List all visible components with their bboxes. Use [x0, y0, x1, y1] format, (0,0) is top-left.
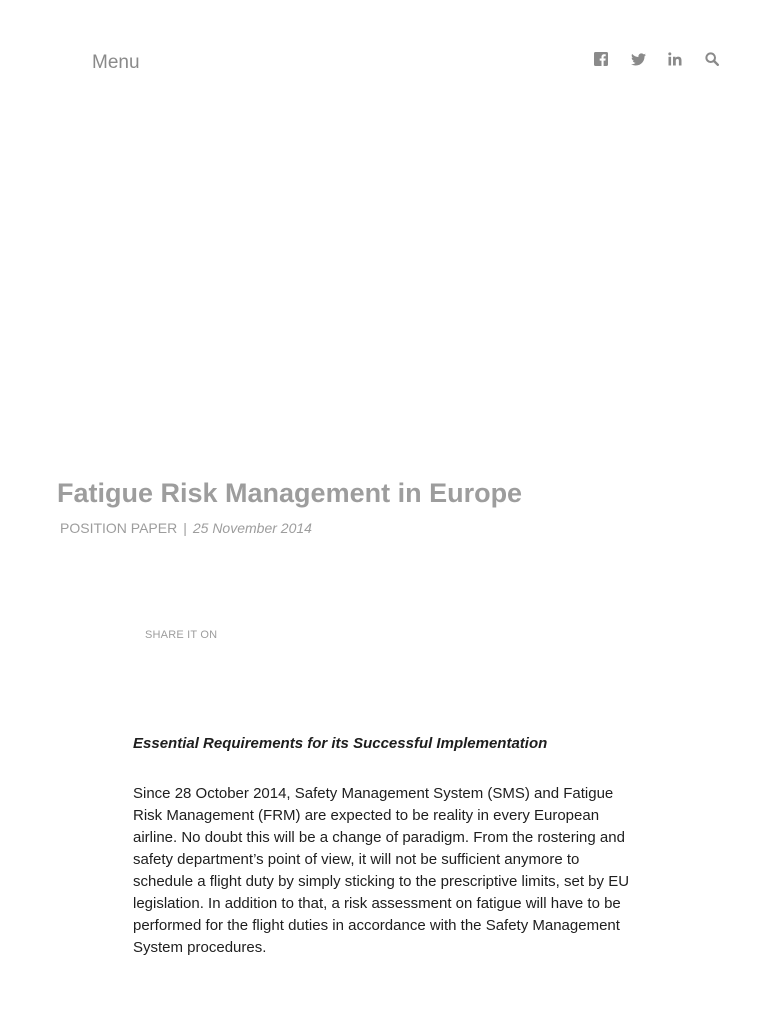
linkedin-icon[interactable] [667, 51, 683, 67]
search-icon[interactable] [704, 51, 720, 67]
meta-separator: | [183, 520, 187, 536]
twitter-icon[interactable] [630, 51, 646, 67]
article-category[interactable]: POSITION PAPER [60, 520, 178, 536]
share-label: SHARE IT ON [145, 629, 218, 641]
article-meta [60, 520, 312, 537]
menu-button[interactable]: Menu [92, 52, 140, 73]
article-title: Fatigue Risk Management in Europe [57, 478, 523, 508]
article-date: 25 November 2014 [192, 520, 312, 536]
article-subtitle: Essential Requirements for its Successful Implementation [133, 735, 548, 752]
facebook-icon[interactable] [593, 51, 609, 67]
article-body: Since 28 October 2014, Safety Management System (SMS) and Fatigue Risk Management (FRM) are expected to be reality in every European airline. No doubt this will be a change of paradigm. From the rostering and safety department’s point of view, it will not be sufficient anymore to schedule a flight duty by simply sticking to the prescriptive limits, set by EU legislation. In addition to that, a risk assessment on fatigue will have to be performed for the flight duties in accordance with the Safety Management System procedures. [133, 785, 630, 956]
social-links [593, 50, 720, 68]
